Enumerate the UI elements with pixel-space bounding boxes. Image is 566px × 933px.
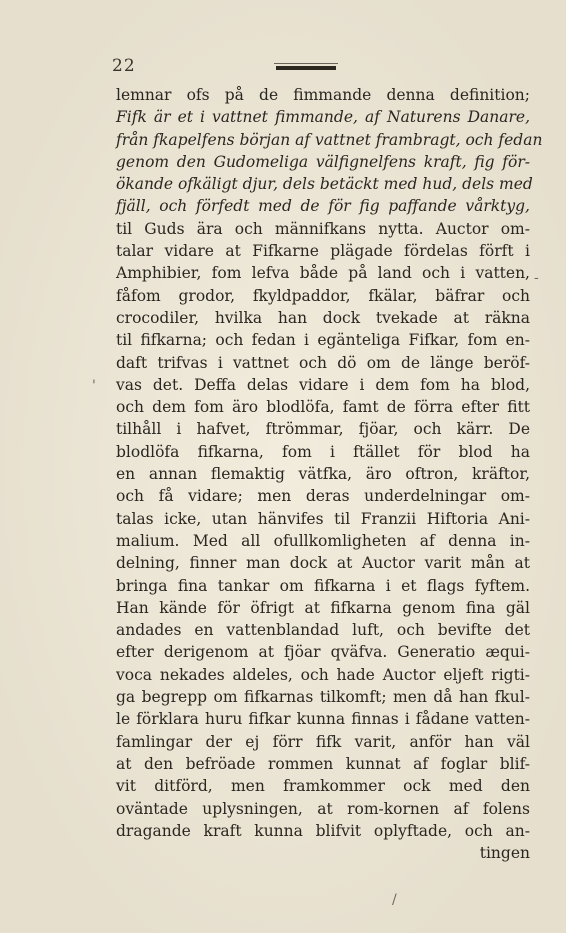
text-line: voca nekades aldeles, och hade Auctor eljeft rigti- [116,665,530,684]
text-line: och få vidare; men deras underdelningar om- [116,487,530,506]
text-line: talar vidare at Fifkarne plägade fördelas förft i [116,242,530,261]
text-line: le förklara huru fifkar kunna finnas i fådane vatten- [116,710,530,729]
page-number: 22 [112,56,136,76]
text-line: en annan flemaktig vätfka, äro oftron, kräftor, [116,465,530,484]
text-line: blodlöfa fifkarna, fom i ftället för blod ha [116,442,530,461]
text-line: vit ditförd, men framkommer ock med den [116,777,530,796]
margin-mark: / [392,892,397,908]
text-line: daft trifvas i vattnet och dö om de länge beröf- [116,353,530,372]
margin-mark: - [534,270,539,286]
text-line: delning, finner man dock at Auctor varit mån at [116,554,530,573]
text-line: genom den Gudomeliga välfignelfens kraft, fig för- [116,152,530,171]
text-line: Amphibier, fom lefva både på land och i vatten, [116,264,530,283]
text-line: oväntade uplysningen, at rom-kornen af folens [116,799,530,818]
text-line: crocodiler, hvilka han dock tvekade at räkna [116,308,530,327]
text-line: ga begrepp om fifkarnas tilkomft; men då han fkul- [116,688,530,707]
text-line: Fifk är et i vattnet fimmande, af Naturens Danare, [116,108,530,127]
text-line: at den befröade rommen kunnat af foglar blif- [116,754,530,773]
text-line: fjäll, och förfedt med de för fig paffande vårktyg, [116,197,530,216]
text-line: från fkapelfens början af vattnet frambragt, och fedan [116,130,543,149]
text-line: lemnar ofs på de fimmande denna definition; [116,86,530,104]
text-line: ökande ofkäligt djur, dels betäckt med hud, dels med [116,175,533,194]
text-line: til Guds ära och männifkans nytta. Auctor om- [116,219,530,238]
text-line: andades en vattenblandad luft, och bevifte det [116,621,530,640]
body-text [116,84,543,864]
text-line: Han kände för öfrigt at fifkarna genom fina gäl [116,598,530,617]
margin-mark: ' [92,378,96,394]
text-line: och dem fom äro blodlöfa, famt de förra efter fitt [116,398,530,417]
text-line: dragande kraft kunna blifvit oplyftade, och an- [116,821,530,840]
header-rule [276,66,336,70]
text-line: famlingar der ej förr fifk varit, anför han väl [116,732,530,751]
text-line: malium. Med all ofullkomligheten af denna in- [116,531,530,550]
text-line: efter derigenom at fjöar qväfva. Generatio æqui- [116,643,530,662]
text-line: fåfom grodor, fkyldpaddor, fkälar, bäfrar och [116,286,530,305]
text-line: bringa fina tankar om fifkarna i et flags fyftem. [116,576,530,595]
text-line: tilhåll i hafvet, ftrömmar, fjöar, och kärr. De [116,420,530,439]
text-line: talas icke, utan hänvifes til Franzii Hiftoria Ani- [116,509,530,528]
text-line: vas det. Deffa delas vidare i dem fom ha blod, [116,375,530,394]
catchword: tingen [479,844,530,863]
text-line: til fifkarna; och fedan i egänteliga Fifkar, fom en- [116,331,530,350]
